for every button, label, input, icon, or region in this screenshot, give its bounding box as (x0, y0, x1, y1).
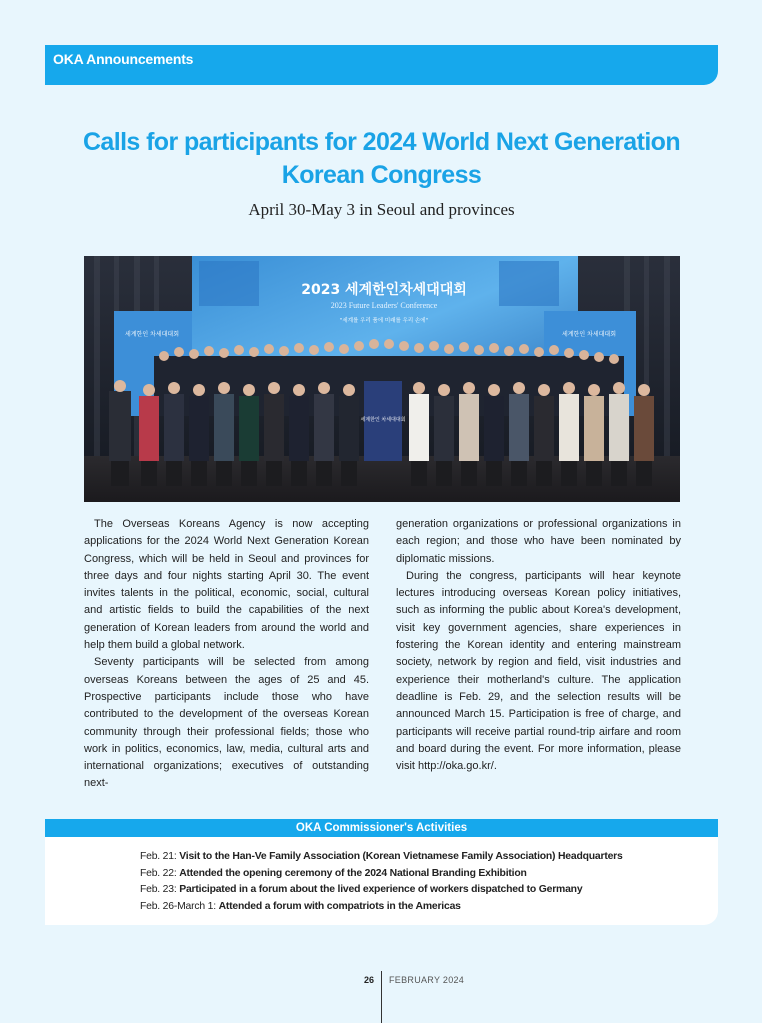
stage-banner-slogan: "세계를 우리 품에 미래를 우리 손에" (339, 318, 429, 324)
activity-item (140, 882, 623, 899)
article-title: Calls for participants for 2024 World Next Generation Korean Congress (82, 128, 681, 189)
activities-list (140, 849, 623, 915)
right-panel-logo: 세계한인 차세대대회 (561, 331, 617, 338)
article-body-left (84, 516, 369, 793)
article-body-right (396, 516, 681, 775)
section-label: OKA Announcements (53, 51, 194, 67)
activity-text: Participated in a forum about the lived experience of workers dispatched to Germany (179, 884, 583, 895)
activity-date: Feb. 26-March 1: (140, 900, 216, 912)
activity-date: Feb. 23: (140, 884, 177, 895)
section-banner (45, 45, 718, 85)
activity-date: Feb. 21: (140, 851, 177, 862)
group-photo-illustration (84, 256, 680, 502)
stage-banner-sub: 2023 Future Leaders' Conference (330, 301, 438, 310)
stage-banner-text: 2023 세계한인차세대대회 (301, 282, 467, 298)
issue-date: FEBRUARY 2024 (389, 975, 465, 985)
activity-text: Visit to the Han-Ve Family Association (Korean Vietnamese Family Association) Headquarters (179, 851, 623, 862)
activity-date: Feb. 22: (140, 867, 177, 879)
activities-box (45, 819, 718, 925)
article-paragraph: During the congress, participants will hear keynote lectures introducing overseas Korean policy initiatives, such as informing the public about Korea's development, visit key government agencies, share experiences in fostering the Korean identity and entering mainstream society, network by region and field, visit industries and experience their motherland's culture. The application deadline is Feb. 29, and the selection results will be announced March 15. Participation is free of charge, and participants will receive partial round-trip airfare and room and board during the event. For more information, please visit http://oka.go.kr/. (396, 569, 681, 773)
activity-item (140, 866, 623, 883)
podium-logo: 세계한인 차세대대회 (360, 417, 406, 423)
activity-item (140, 849, 623, 866)
activity-text: Attended the opening ceremony of the 2024 National Branding Exhibition (179, 867, 527, 879)
article-paragraph: generation organizations or professional organizations in each region; and those who have been nominated by diplomatic missions. (396, 518, 681, 565)
article-paragraph: The Overseas Koreans Agency is now accepting applications for the 2024 World Next Generation Korean Congress, which will be held in Seoul and provinces for three days and four nights starting April 30. The event invites talents in the political, economic, social, cultural and artistic fields to build the capabilities of the next generation of Korean leaders from around the world and help them build a global network. (84, 518, 369, 652)
activity-text: Attended a forum with compatriots in the Americas (218, 900, 461, 912)
activities-heading: OKA Commissioner's Activities (45, 819, 718, 837)
article-paragraph: Seventy participants will be selected from among overseas Koreans between the ages of 25 and 45. Prospective participants include those who have contributed to the development of the overseas Korean community through their professional fields; those who work in politics, economics, law, media, cultural arts and international organizations; executives of outstanding next- (84, 656, 369, 790)
footer-divider (381, 971, 382, 1023)
left-panel-logo: 세계한인 차세대대회 (124, 331, 180, 338)
page-number: 26 (363, 975, 374, 985)
article-subtitle: April 30-May 3 in Seoul and provinces (248, 200, 515, 219)
activity-item (140, 899, 623, 916)
group-photo (84, 256, 680, 502)
